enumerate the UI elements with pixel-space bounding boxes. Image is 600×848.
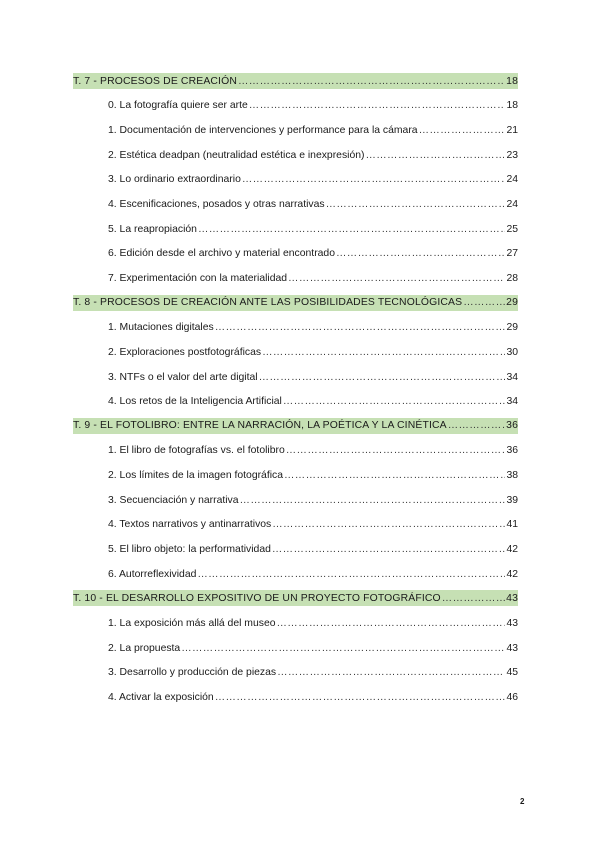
toc-entry-page: 23 (506, 149, 518, 161)
dot-leader (288, 273, 505, 284)
toc-chapter-entry[interactable] (73, 590, 518, 606)
toc-entry-page: 43 (506, 617, 518, 629)
toc-section-entry[interactable] (73, 143, 518, 168)
toc-section-entry[interactable] (73, 439, 518, 464)
toc-section-entry[interactable] (73, 94, 518, 119)
toc-entry-page: 36 (506, 445, 518, 457)
toc-section-entry[interactable] (73, 340, 518, 365)
toc-section-entry[interactable] (73, 241, 518, 266)
toc-entry-page: 28 (506, 272, 518, 284)
dot-leader (259, 372, 506, 383)
toc-section-entry[interactable] (73, 315, 518, 340)
toc-section-entry[interactable] (73, 685, 518, 710)
toc-entry-title: 1. La exposición más allá del museo (108, 617, 276, 629)
toc-entry-page: 36 (506, 420, 518, 432)
toc-entry-page: 27 (506, 248, 518, 260)
toc-entry-title: 4. Los retos de la Inteligencia Artificial (108, 396, 282, 408)
toc-entry-title: 3. NTFs o el valor del arte digital (108, 371, 258, 383)
toc-entry-page: 29 (506, 297, 518, 309)
toc-entry-title: 5. La reapropiación (108, 223, 197, 235)
dot-leader (326, 199, 506, 210)
toc-entry-page: 21 (506, 125, 518, 137)
dot-leader (197, 569, 505, 580)
dot-leader (215, 692, 506, 703)
toc-entry-title: 2. Los límites de la imagen fotográfica (108, 470, 284, 482)
dot-leader (284, 470, 505, 481)
dot-leader (442, 593, 505, 604)
toc-entry-title: 7. Experimentación con la materialidad (108, 272, 288, 284)
dot-leader (240, 495, 506, 506)
toc-entry-title: T. 8 - PROCESOS DE CREACIÓN ANTE LAS POSIBILIDADES TECNOLÓGICAS (73, 297, 463, 309)
toc-entry-page: 42 (506, 568, 518, 580)
toc-entry-title: 3. Lo ordinario extraordinario (108, 174, 241, 186)
page-number: 2 (520, 797, 525, 806)
dot-leader (448, 420, 505, 431)
toc-entry-page: 39 (506, 494, 518, 506)
toc-section-entry[interactable] (73, 365, 518, 390)
toc-entry-page: 24 (506, 174, 518, 186)
toc-entry-page: 41 (506, 519, 518, 531)
toc-section-entry[interactable] (73, 118, 518, 143)
toc-entry-title: T. 9 - EL FOTOLIBRO: ENTRE LA NARRACIÓN, LA POÉTICA Y LA CINÉTICA (73, 420, 447, 432)
toc-entry-page: 24 (506, 199, 518, 211)
toc-entry-title: 0. La fotografía quiere ser arte (108, 100, 248, 112)
dot-leader (198, 224, 505, 235)
toc-section-entry[interactable] (73, 611, 518, 636)
toc-chapter-entry[interactable] (73, 73, 518, 89)
dot-leader (238, 76, 505, 87)
toc-section-entry[interactable] (73, 168, 518, 193)
dot-leader (249, 100, 506, 111)
toc-section-entry[interactable] (73, 562, 518, 587)
dot-leader (277, 618, 506, 629)
dot-leader (336, 248, 505, 259)
dot-leader (181, 643, 505, 654)
toc-entry-page: 25 (506, 223, 518, 235)
toc-entry-title: 2. La propuesta (108, 642, 181, 654)
toc-entry-page: 42 (506, 543, 518, 555)
toc-section-entry[interactable] (73, 217, 518, 242)
dot-leader (272, 544, 506, 555)
toc-entry-page: 43 (506, 642, 518, 654)
toc-entry-page: 43 (506, 592, 518, 604)
toc-section-entry[interactable] (73, 463, 518, 488)
toc-entry-page: 46 (506, 691, 518, 703)
toc-entry-page: 45 (506, 667, 518, 679)
toc-section-entry[interactable] (73, 389, 518, 414)
toc-section-entry[interactable] (73, 266, 518, 291)
toc-entry-title: 1. El libro de fotografías vs. el fotolibro (108, 445, 285, 457)
toc-chapter-entry[interactable] (73, 295, 518, 311)
dot-leader (419, 125, 506, 136)
dot-leader (262, 347, 505, 358)
toc-section-entry[interactable] (73, 488, 518, 513)
toc-entry-title: 4. Activar la exposición (108, 691, 214, 703)
table-of-contents (73, 69, 518, 710)
toc-section-entry[interactable] (73, 537, 518, 562)
toc-entry-title: 4. Escenificaciones, posados y otras narrativas (108, 199, 325, 211)
dot-leader (242, 174, 506, 185)
dot-leader (215, 322, 506, 333)
dot-leader (463, 297, 505, 308)
toc-section-entry[interactable] (73, 636, 518, 661)
dot-leader (283, 396, 506, 407)
toc-entry-page: 18 (506, 100, 518, 112)
toc-entry-page: 34 (506, 371, 518, 383)
toc-entry-title: 6. Edición desde el archivo y material encontrado (108, 248, 335, 260)
toc-entry-page: 34 (506, 396, 518, 408)
toc-section-entry[interactable] (73, 192, 518, 217)
toc-entry-title: 3. Desarrollo y producción de piezas (108, 667, 277, 679)
toc-entry-page: 18 (506, 75, 518, 87)
toc-section-entry[interactable] (73, 513, 518, 538)
toc-entry-page: 30 (506, 346, 518, 358)
toc-entry-title: 3. Secuenciación y narrativa (108, 494, 239, 506)
toc-chapter-entry[interactable] (73, 418, 518, 434)
toc-entry-title: 6. Autorreflexividad (108, 568, 197, 580)
dot-leader (277, 667, 505, 678)
dot-leader (272, 519, 505, 530)
dot-leader (365, 150, 505, 161)
toc-entry-title: 1. Documentación de intervenciones y performance para la cámara (108, 125, 418, 137)
toc-entry-title: T. 10 - EL DESARROLLO EXPOSITIVO DE UN PROYECTO FOTOGRÁFICO (73, 592, 441, 604)
toc-entry-title: 2. Estética deadpan (neutralidad estética e inexpresión) (108, 149, 365, 161)
toc-entry-page: 38 (506, 470, 518, 482)
toc-entry-title: T. 7 - PROCESOS DE CREACIÓN (73, 75, 237, 87)
toc-entry-title: 4. Textos narrativos y antinarrativos (108, 519, 272, 531)
dot-leader (286, 445, 506, 456)
toc-section-entry[interactable] (73, 660, 518, 685)
toc-entry-title: 1. Mutaciones digitales (108, 322, 214, 334)
toc-entry-page: 29 (506, 322, 518, 334)
toc-entry-title: 5. El libro objeto: la performatividad (108, 543, 271, 555)
toc-entry-title: 2. Exploraciones postfotográficas (108, 346, 262, 358)
